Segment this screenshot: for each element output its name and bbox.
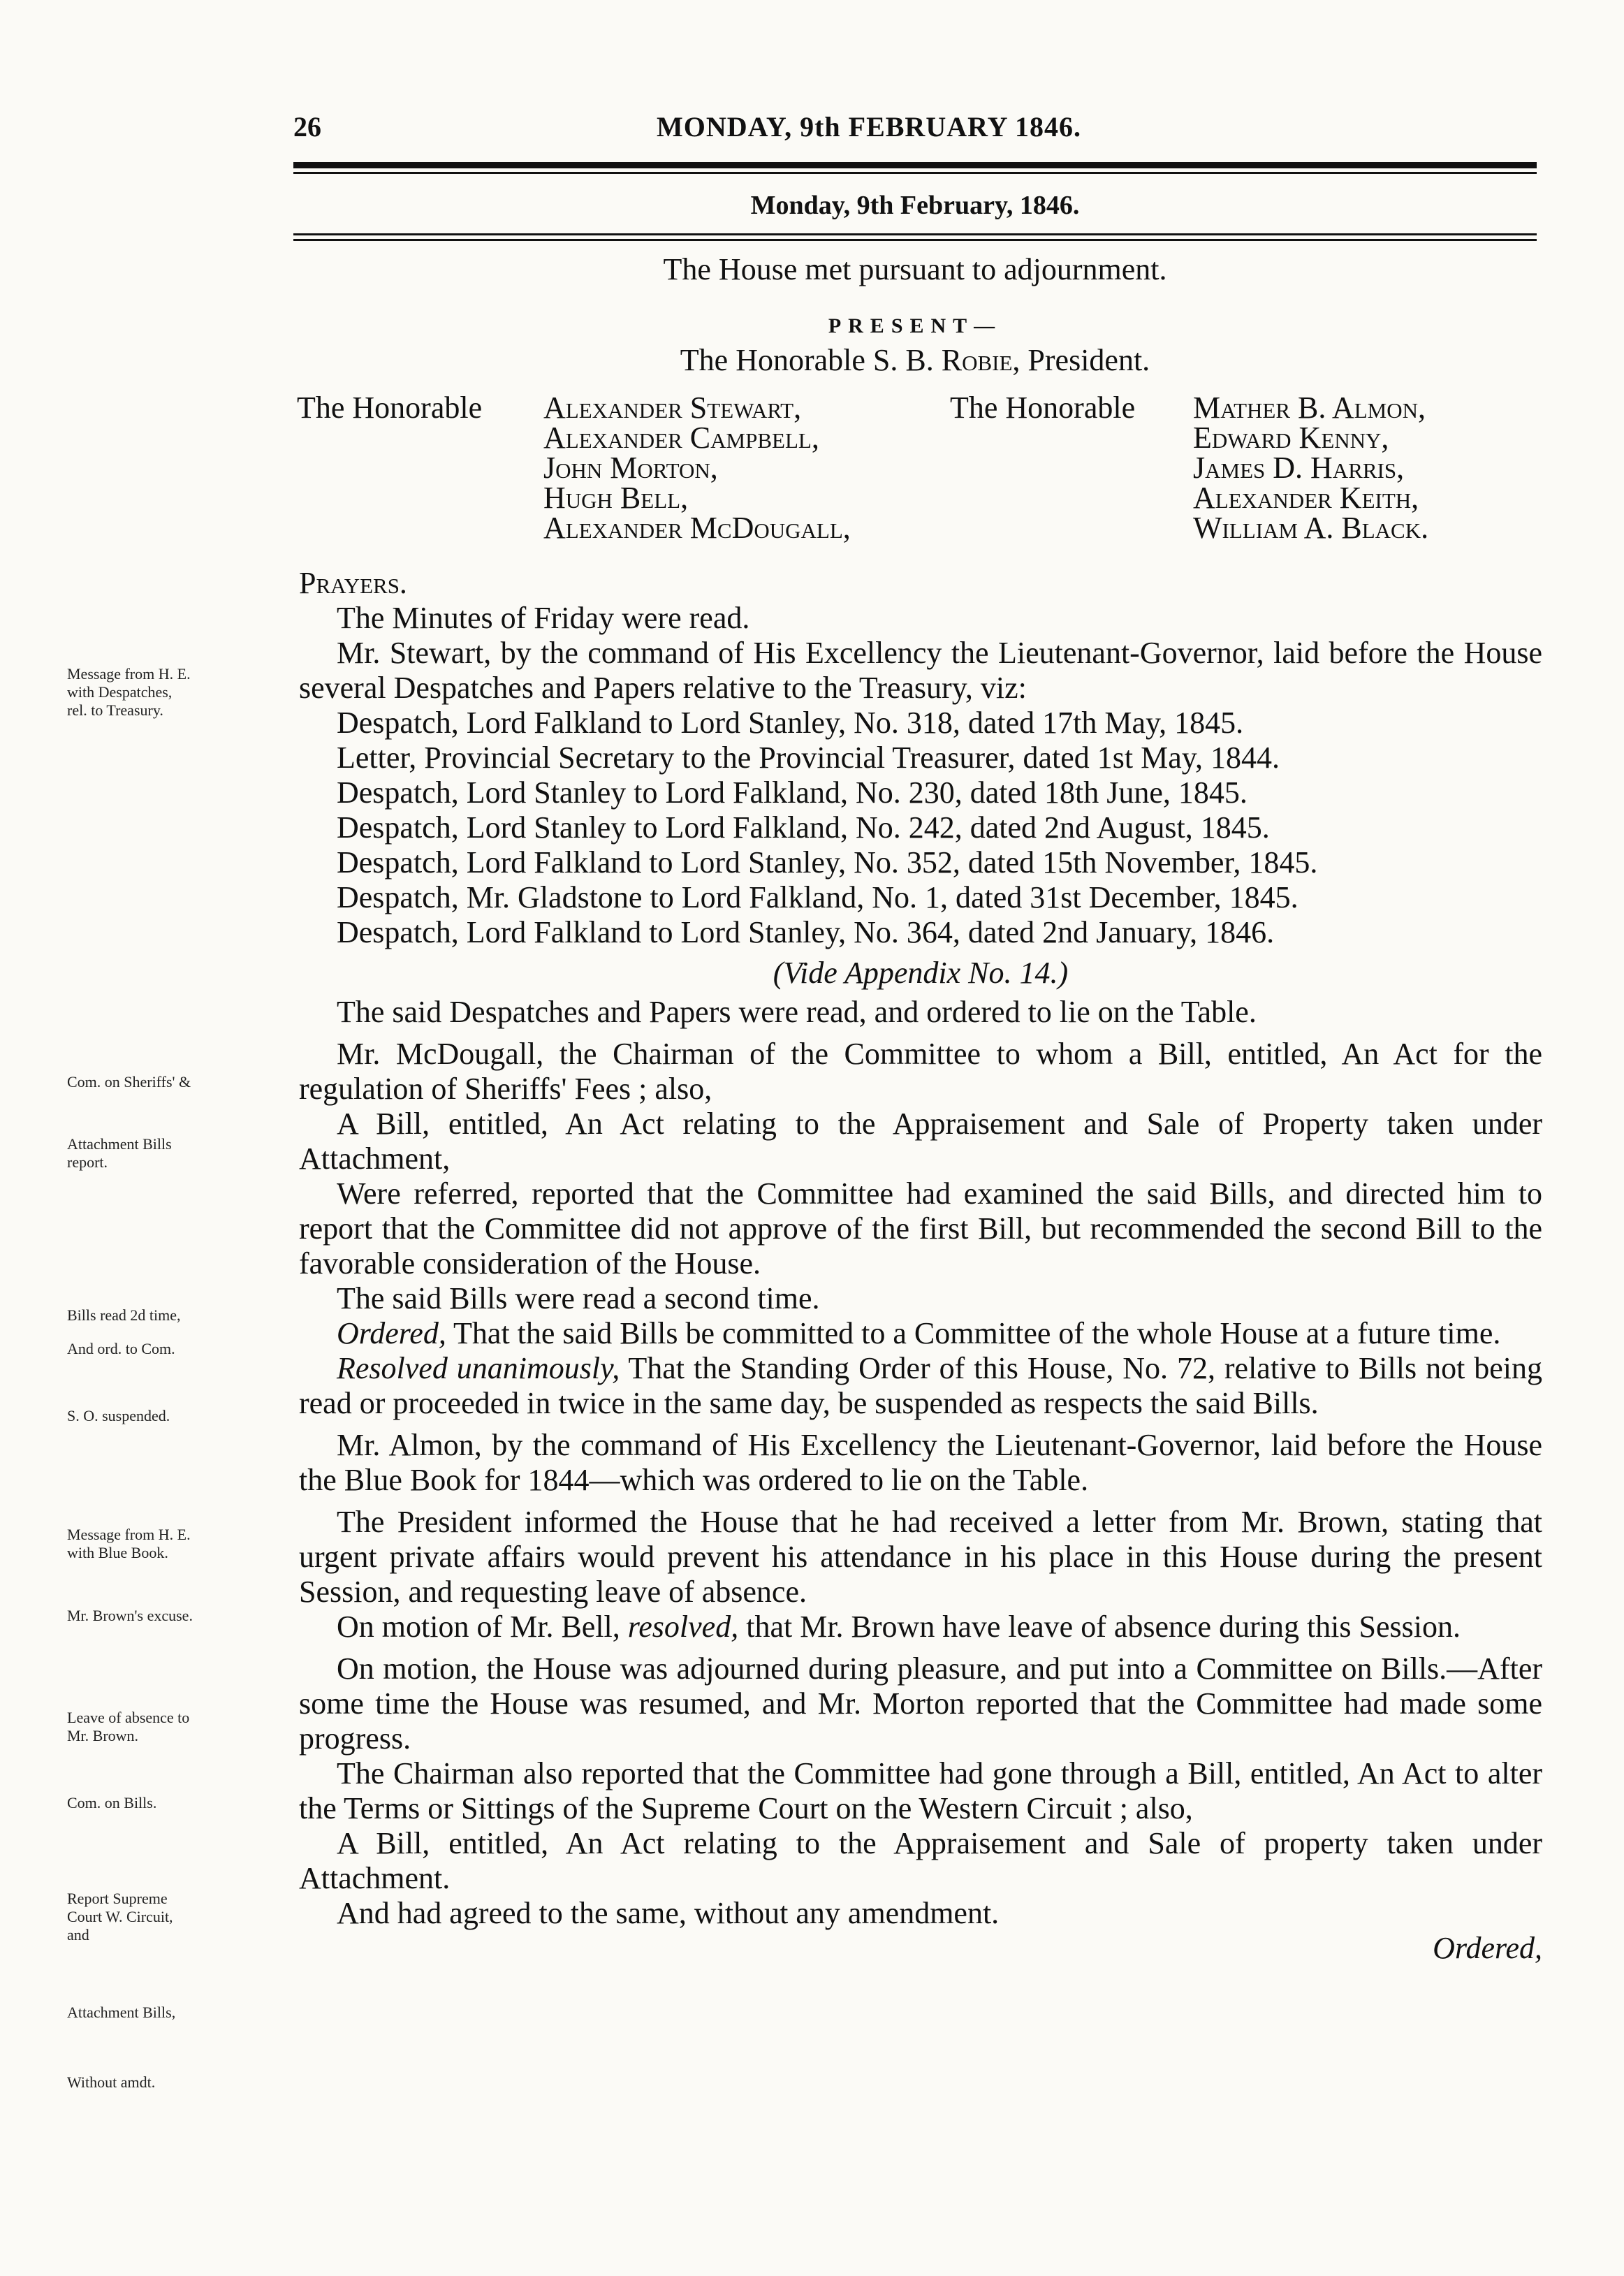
date-rule-1 [293, 233, 1537, 235]
member-name: John Morton, [543, 451, 718, 485]
member-name: Edward Kenny, [1193, 421, 1389, 455]
ordered-committed: Ordered, That the said Bills be committed to a Committee of the whole House at a future time. [337, 1316, 1501, 1350]
despatch-item: Despatch, Lord Falkland to Lord Stanley, No. 318, dated 17th May, 1845. [337, 706, 1244, 740]
president-letter: The President informed the House that he had received a letter from Mr. Brown, stating that urgent private affairs would prevent his attendance in his place in this House during the present Session, and requesting leave of absence. [299, 1505, 1542, 1609]
margin-note: S. O. suspended. [67, 1407, 170, 1424]
member-name: Alexander Campbell, [543, 421, 819, 455]
president-line: The Honorable S. B. Robie, President. [680, 343, 1150, 377]
despatch-item: Despatch, Lord Stanley to Lord Falkland, No. 230, dated 18th June, 1845. [337, 775, 1248, 810]
margin-note: And ord. to Com. [67, 1340, 175, 1357]
member-name: Alexander McDougall, [543, 511, 851, 545]
margin-note: Without amdt. [67, 2073, 156, 2091]
were-referred: Were referred, reported that the Committee had examined the said Bills, and directed him to report that the Committee did not approve of the first Bill, but recommended the second Bill to the favorable consideration of the House. [299, 1176, 1542, 1281]
member-name: Hugh Bell, [543, 481, 689, 515]
margin-note: Com. on Sheriffs' & [67, 1073, 191, 1090]
left-members [543, 393, 851, 543]
header-rule-thin [293, 172, 1537, 174]
agreed-without-amendment: And had agreed to the same, without any amendment. [337, 1896, 1000, 1930]
despatch-item: Despatch, Lord Falkland to Lord Stanley, No. 352, dated 15th November, 1845. [337, 845, 1318, 880]
despatch-item: Despatch, Mr. Gladstone to Lord Falkland, No. 1, dated 31st December, 1845. [337, 880, 1299, 914]
member-name: William A. Black. [1193, 511, 1429, 545]
despatches-read: The said Despatches and Papers were read, and ordered to lie on the Table. [337, 995, 1257, 1029]
present-label: PRESENT— [828, 314, 1002, 337]
right-members [1193, 393, 1428, 543]
despatch-item: Despatch, Lord Stanley to Lord Falkland, No. 242, dated 2nd August, 1845. [337, 810, 1270, 845]
committee-on-bills: On motion, the House was adjourned during pleasure, and put into a Committee on Bills.—After some time the House was resumed, and Mr. Morton reported that the Committee had made some progress. [299, 1651, 1542, 1756]
running-title: MONDAY, 9th FEBRUARY 1846. [657, 111, 1081, 143]
attachment-bill-2: A Bill, entitled, An Act relating to the Appraisement and Sale of property taken under Attachment. [299, 1826, 1542, 1895]
margin-note: Com. on Bills. [67, 1794, 157, 1811]
mcdougall-report: Mr. McDougall, the Chairman of the Committee to whom a Bill, entitled, An Act for the regulation of Sheriffs' Fees ; also, [299, 1037, 1542, 1106]
right-honorable-label: The Honorable [950, 391, 1136, 425]
member-name: Mather B. Almon, [1193, 391, 1426, 425]
running-head [293, 110, 1537, 152]
prayers: Prayers. [299, 566, 407, 600]
margin-note: Attachment Bills, [67, 2004, 176, 2021]
margin-note: Attachment Bills report. [67, 1135, 172, 1171]
house-met-line: The House met pursuant to adjournment. [663, 252, 1167, 286]
member-name: James D. Harris, [1193, 451, 1405, 485]
date-rule-2 [293, 239, 1537, 241]
page-number: 26 [293, 111, 321, 143]
second-reading: The said Bills were read a second time. [337, 1281, 820, 1315]
proceedings-body [299, 566, 1542, 1966]
member-name: Alexander Stewart, [543, 391, 802, 425]
margin-note: Bills read 2d time, [67, 1306, 181, 1324]
president-name: S. B. Robie [872, 343, 1013, 377]
margin-note: Mr. Brown's excuse. [67, 1607, 193, 1624]
header-rule-thick [293, 162, 1537, 168]
catchword: Ordered, [1433, 1931, 1542, 1965]
session-date: Monday, 9th February, 1846. [750, 191, 1080, 220]
despatch-item: Letter, Provincial Secretary to the Provincial Treasurer, dated 1st May, 1844. [337, 741, 1280, 775]
chairman-reported: The Chairman also reported that the Committee had gone through a Bill, entitled, An Act to alter the Terms or Sittings of the Supreme Court on the Western Circuit ; also, [299, 1756, 1542, 1825]
resolved-suspended: Resolved unanimously, That the Standing Order of this House, No. 72, relative to Bills not being read or proceeded in twice in the same day, be suspended as respects the said Bills. [299, 1351, 1543, 1420]
margin-note: Report Supreme Court W. Circuit, and [67, 1890, 173, 1943]
member-name: Alexander Keith, [1193, 481, 1419, 515]
margin-note: Message from H. E. with Despatches, rel. to Treasury. [67, 665, 191, 719]
bell-motion: On motion of Mr. Bell, resolved, that Mr. Brown have leave of absence during this Session. [337, 1610, 1461, 1644]
vide-appendix: (Vide Appendix No. 14.) [773, 956, 1069, 990]
stewart-despatches: Mr. Stewart, by the command of His Excellency the Lieutenant-Governor, laid before the House several Despatches and Papers relative to the Treasury, viz: [299, 636, 1542, 705]
margin-note: Leave of absence to Mr. Brown. [67, 1709, 190, 1744]
attachment-bill: A Bill, entitled, An Act relating to the Appraisement and Sale of Property taken under Attachment, [299, 1107, 1542, 1176]
minutes-read: The Minutes of Friday were read. [337, 601, 750, 635]
despatch-item: Despatch, Lord Falkland to Lord Stanley, No. 364, dated 2nd January, 1846. [337, 915, 1275, 949]
almon-blue-book: Mr. Almon, by the command of His Excellency the Lieutenant-Governor, laid before the House the Blue Book for 1844—which was ordered to lie on the Table. [299, 1428, 1542, 1497]
margin-note: Message from H. E. with Blue Book. [67, 1526, 191, 1561]
left-honorable-label: The Honorable [297, 391, 483, 425]
